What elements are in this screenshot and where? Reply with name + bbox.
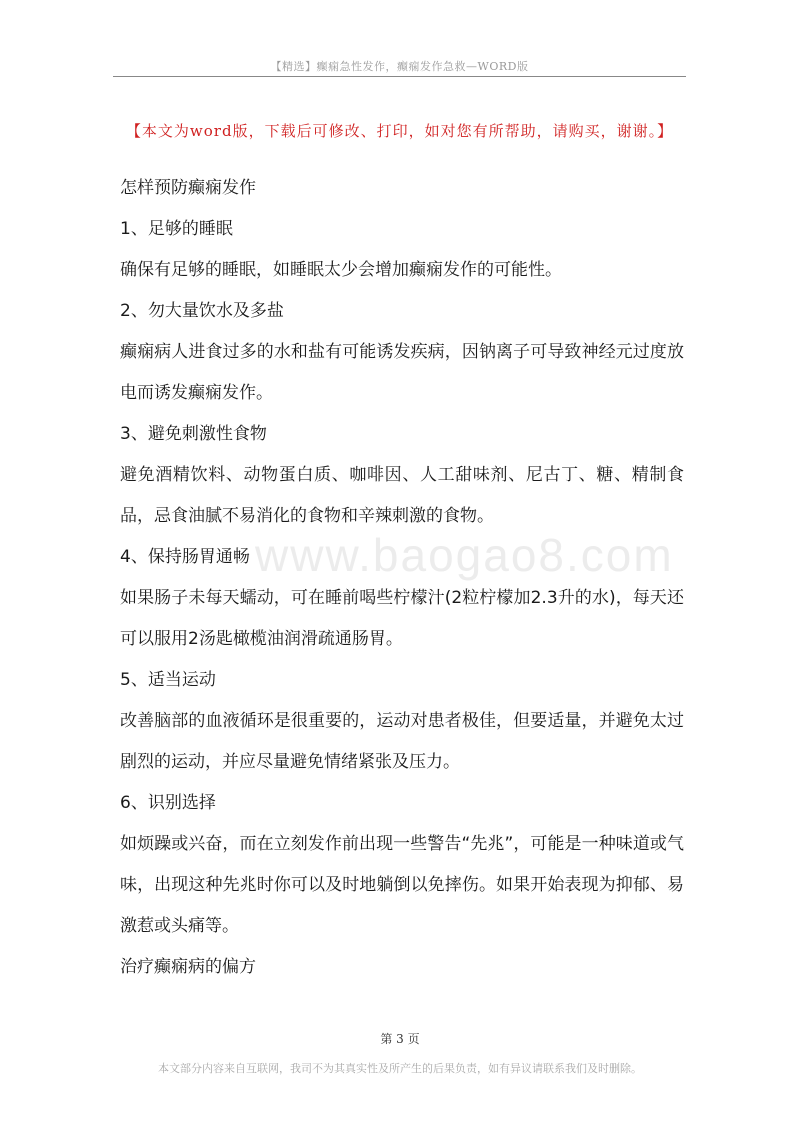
section-heading: 怎样预防癫痫发作 — [120, 178, 256, 198]
section-2-body: 癫痫病人进食过多的水和盐有可能诱发疾病，因钠离子可导致神经元过度放电而诱发癫痫发作。 — [120, 342, 684, 403]
page-header: 【精选】癫痫急性发作，癫痫发作急救—WORD版 — [270, 60, 529, 73]
section-5-body: 改善脑部的血液循环是很重要的，运动对患者极佳，但要适量，并避免太过剧烈的运动，并应尽量避免情绪紧张及压力。 — [120, 711, 684, 772]
section-6-title: 6、识别选择 — [120, 793, 216, 813]
site-watermark: www.baogao8.com — [255, 529, 674, 581]
footer-disclaimer: 本文部分内容来自互联网，我司不为其真实性及所产生的后果负责，如有异议请联系我们及时删除。 — [158, 1062, 642, 1075]
section-1-body: 确保有足够的睡眠，如睡眠太少会增加癫痫发作的可能性。 — [120, 260, 562, 280]
section-3-body: 避免酒精饮料、动物蛋白质、咖啡因、人工甜味剂、尼古丁、糖、精制食品，忌食油腻不易消化的食物和辛辣刺激的食物。 — [120, 465, 684, 526]
section-5-title: 5、适当运动 — [120, 670, 216, 690]
section-3-title: 3、避免刺激性食物 — [120, 424, 267, 444]
closing-heading: 治疗癫痫病的偏方 — [120, 957, 256, 977]
document-body — [120, 168, 684, 988]
section-6-body: 如烦躁或兴奋，而在立刻发作前出现一些警告“先兆”，可能是一种味道或气味，出现这种先兆时你可以及时地躺倒以免摔伤。如果开始表现为抑郁、易激惹或头痛等。 — [120, 834, 684, 936]
section-1-title: 1、足够的睡眠 — [120, 219, 233, 239]
purchase-notice: 【本文为word版，下载后可修改、打印，如对您有所帮助，请购买，谢谢。】 — [125, 122, 674, 140]
header-divider — [113, 76, 686, 77]
page-number: 第 3 页 — [380, 1032, 420, 1046]
section-4-title: 4、保持肠胃通畅 — [120, 547, 250, 567]
section-4-body: 如果肠子未每天蠕动，可在睡前喝些柠檬汁(2粒柠檬加2.3升的水)，每天还可以服用2汤匙橄榄油润滑疏通肠胃。 — [120, 588, 684, 649]
section-2-title: 2、勿大量饮水及多盐 — [120, 301, 284, 321]
